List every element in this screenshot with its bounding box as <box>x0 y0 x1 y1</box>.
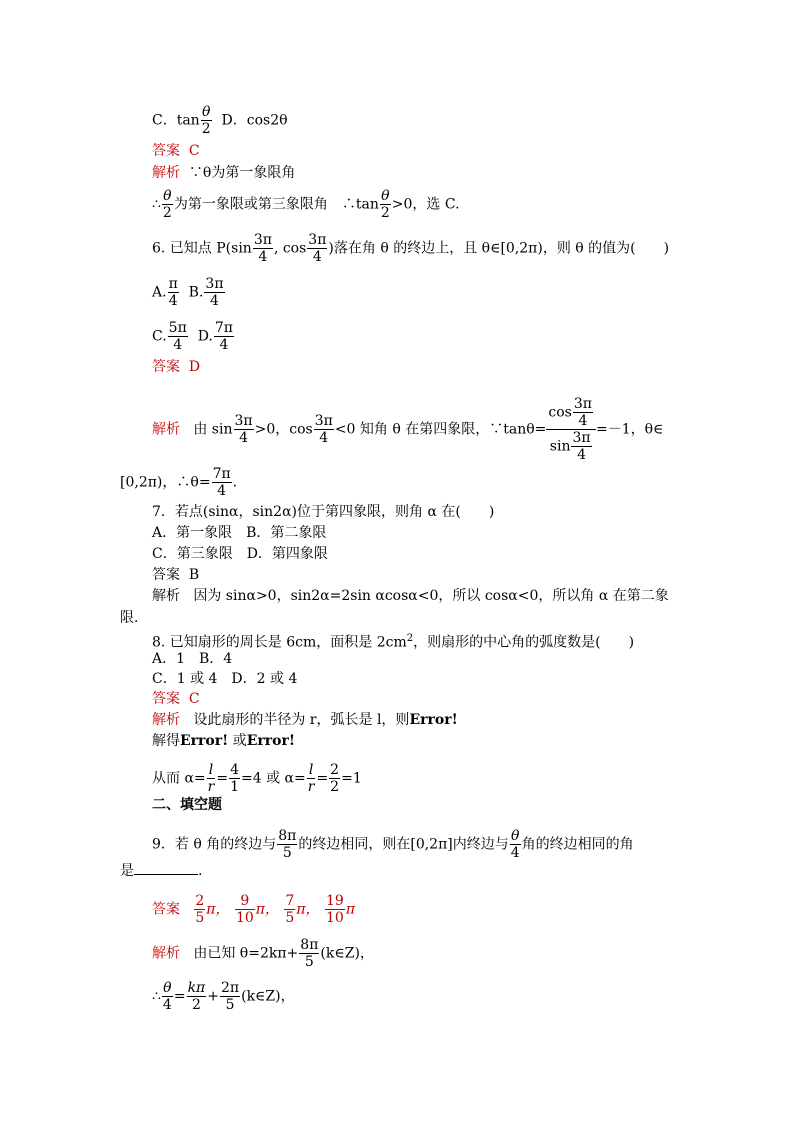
frac <box>214 320 234 353</box>
q7-options-ab: A．第一象限 B．第二象限 <box>152 525 327 541</box>
frac-num: 3π <box>308 232 327 248</box>
stem-text: 是 <box>120 863 134 879</box>
frac-num: kπ <box>187 980 206 996</box>
frac-den: 4 <box>319 430 329 446</box>
frac-den: 4 <box>173 337 183 353</box>
frac-num: 3π <box>573 396 592 412</box>
answer-label: 答案 <box>152 359 180 375</box>
frac <box>329 762 340 795</box>
frac-num: θ <box>163 188 172 204</box>
plus: + <box>207 988 219 1005</box>
error-text: Error! <box>246 733 296 749</box>
frac <box>253 232 273 265</box>
answer-value: C <box>188 691 200 707</box>
q7-answer <box>152 566 199 584</box>
q5-explanation-2 <box>152 188 460 221</box>
frac-den: 5 <box>225 997 235 1013</box>
frac <box>307 232 327 265</box>
q8-options-cd: C．1 或 4 D．2 或 4 <box>152 671 298 687</box>
q9-explanation-1 <box>152 937 374 970</box>
frac-num: 3π <box>234 413 253 429</box>
explanation-text: >0，cos <box>254 421 313 438</box>
q6-options-cd <box>152 320 235 353</box>
frac-den: 4 <box>168 293 178 309</box>
frac-den: 2 <box>162 205 172 221</box>
option-a: A. <box>152 284 167 301</box>
frac-den: 2 <box>191 997 201 1013</box>
explanation-label: 解析 <box>152 712 180 728</box>
frac-den: 2 <box>330 779 340 795</box>
frac-den: 4 <box>162 997 172 1013</box>
answer-label: 答案 <box>152 901 180 918</box>
q5-option-c: C．tan <box>152 112 200 129</box>
explanation-text: <0 知角 θ 在第四象限，∵tanθ= <box>334 421 547 438</box>
frac-num: l <box>207 762 216 779</box>
stem-text: , cos <box>273 240 307 257</box>
answer-frac-3 <box>284 893 295 926</box>
explanation-text: =－1，θ∈ <box>595 421 664 438</box>
frac-den: 4 <box>258 249 268 265</box>
frac-num: π <box>168 276 178 292</box>
q8-options-ab: A．1 B．4 <box>152 651 233 667</box>
explanation-label: 解析 <box>152 588 180 604</box>
explanation-label: 解析 <box>152 945 180 962</box>
q8-explanation-2 <box>152 732 295 750</box>
explanation-text: 因为 sinα>0，sin2α=2sin αcosα<0，所以 cosα<0，所以角 α 在第二象 <box>193 588 669 604</box>
frac-den: 10 <box>235 910 254 926</box>
frac-den: 5 <box>282 845 292 861</box>
cos-text: cos <box>548 404 572 421</box>
stem-text: . <box>198 863 203 879</box>
frac-den: 4 <box>239 430 249 446</box>
frac-num: 8π <box>278 828 297 844</box>
frac <box>277 828 297 861</box>
frac-den: 5 <box>195 910 205 926</box>
answer-value: C <box>188 143 200 159</box>
frac <box>162 188 173 221</box>
explanation-text: 1 <box>352 770 362 787</box>
option-c: C. <box>152 328 167 345</box>
frac <box>573 396 593 429</box>
frac-den: 4 <box>210 293 219 309</box>
q7-explanation-2: 限. <box>120 610 139 626</box>
frac <box>212 466 232 499</box>
frac-num: 5π <box>168 320 187 336</box>
explanation-text: [0,2π)，∴θ= <box>120 474 211 491</box>
frac-num: l <box>307 762 316 779</box>
answer-value: D <box>188 359 201 375</box>
frac-num: 3π <box>572 430 591 446</box>
q5-option-d: D．cos2θ <box>221 112 288 129</box>
q9-answer <box>152 893 355 926</box>
q8-explanation-1 <box>152 711 458 729</box>
frac <box>380 188 391 221</box>
q5-option-c-frac <box>201 104 212 137</box>
explanation-text: 由已知 θ=2kπ+ <box>193 945 299 962</box>
explanation-text: 为第一象限或第三象限角 ∴tan <box>173 196 379 213</box>
equals: = <box>173 988 186 1005</box>
frac-den: 1 <box>230 779 239 795</box>
frac <box>314 413 334 446</box>
answer-frac-1 <box>194 893 205 926</box>
q9-explanation-2 <box>152 980 295 1013</box>
frac <box>510 828 521 861</box>
answer-blank[interactable] <box>134 860 198 875</box>
answer-label: 答案 <box>152 143 180 159</box>
q7-stem: 7．若点(sinα，sin2α)位于第四象限，则角 α 在( ) <box>152 504 495 520</box>
q6-stem <box>152 232 669 265</box>
frac <box>168 320 188 353</box>
frac-num: 3π <box>253 232 272 248</box>
explanation-text: (k∈Z)， <box>320 945 374 962</box>
frac <box>234 413 254 446</box>
frac <box>204 276 224 309</box>
frac-den: 4 <box>577 447 586 463</box>
frac <box>187 980 207 1013</box>
frac <box>571 430 591 463</box>
frac <box>207 762 216 795</box>
explanation-label: 解析 <box>152 421 180 438</box>
explanation-text: 或 <box>232 733 247 749</box>
frac-den: 5 <box>285 910 295 926</box>
explanation-label: 解析 <box>152 165 180 181</box>
answer-tail: π <box>345 901 356 918</box>
frac <box>299 937 319 970</box>
stem-text: 6. 已知点 P(sin <box>152 240 252 257</box>
frac <box>229 762 240 795</box>
frac-den: 2 <box>201 121 211 137</box>
frac-num: θ <box>163 980 172 996</box>
compound-num <box>546 396 596 430</box>
frac-num: 3π <box>205 276 224 292</box>
stem-text: 8. 已知扇形的周长是 6cm，面积是 2cm <box>152 634 407 651</box>
q9-stem <box>152 828 634 861</box>
explanation-text: 由 sin <box>193 421 233 438</box>
explanation-text: . <box>232 474 238 491</box>
frac-num: θ <box>381 188 390 204</box>
superscript: 2 <box>406 633 414 644</box>
frac-num: 3π <box>314 413 333 429</box>
therefore: ∴ <box>152 988 161 1005</box>
answer-label: 答案 <box>152 691 180 707</box>
stem-text: ，则扇形的中心角的弧度数是( ) <box>413 634 635 651</box>
q6-explanation <box>152 396 663 463</box>
error-text: Error! <box>180 733 229 749</box>
q5-answer <box>152 142 200 160</box>
q6-answer <box>152 358 200 376</box>
frac-num: θ <box>510 828 520 844</box>
frac-num: 2 <box>195 893 205 909</box>
stem-text: 的终边相同，则在[0,2π]内终边与 <box>298 836 509 853</box>
frac-den: 2 <box>380 205 390 221</box>
therefore: ∴ <box>152 196 161 213</box>
frac-num: 9 <box>235 893 255 910</box>
explanation-text: 从而 α= <box>152 770 206 787</box>
q8-stem <box>152 630 634 652</box>
frac-den: 4 <box>219 337 229 353</box>
tan-compound-frac <box>546 396 596 463</box>
q7-explanation-1 <box>152 587 669 605</box>
explanation-text: ∵θ为第一象限角 <box>188 165 296 181</box>
frac-num: 8π <box>300 937 319 953</box>
frac-num: 19 <box>326 893 344 909</box>
section-title: 二、填空题 <box>152 797 222 813</box>
q9-stem-line2 <box>120 860 202 880</box>
frac-den: 4 <box>312 249 322 265</box>
answer-tail: π， <box>296 901 320 918</box>
answer-label: 答案 <box>152 567 180 583</box>
answer-value: B <box>188 567 200 583</box>
frac-num: 2π <box>221 980 240 996</box>
stem-text: )落在角 θ 的终边上，且 θ∈[0,2π)，则 θ 的值为( ) <box>328 240 670 257</box>
q6-explanation-tail <box>120 466 237 499</box>
sin-text: sin <box>549 438 571 455</box>
frac-den: 4 <box>578 413 588 429</box>
answer-frac-2 <box>235 893 255 926</box>
frac-den: 5 <box>304 954 314 970</box>
frac-den: 4 <box>510 845 520 861</box>
compound-den <box>546 430 596 463</box>
explanation-text: =4 或 α= <box>241 770 306 787</box>
q6-options-ab <box>152 276 226 309</box>
q7-options-cd: C．第三象限 D．第四象限 <box>152 546 328 562</box>
frac-num: 4 <box>230 762 239 778</box>
explanation-text: 设此扇形的半径为 r，弧长是 l，则 <box>193 712 410 728</box>
frac <box>220 980 240 1013</box>
q8-answer <box>152 690 200 708</box>
explanation-text: >0，选 C. <box>391 196 460 213</box>
frac-num: 2 <box>330 762 340 778</box>
stem-text: 9．若 θ 角的终边与 <box>152 836 277 853</box>
frac-num: 7 <box>285 893 295 909</box>
frac-den: 4 <box>217 483 227 499</box>
frac-num: θ <box>201 104 211 120</box>
explanation-text: 解得 <box>152 733 180 749</box>
answer-frac-4 <box>325 893 345 926</box>
q5-explanation-1 <box>152 164 295 182</box>
explanation-text: (k∈Z)， <box>241 988 295 1005</box>
frac-num: 7π <box>212 466 231 482</box>
frac <box>162 980 173 1013</box>
frac-den: 10 <box>326 910 344 926</box>
option-b: B. <box>188 284 204 301</box>
frac <box>307 762 316 795</box>
answer-tail: π， <box>255 901 279 918</box>
frac-num: 7π <box>214 320 233 336</box>
answer-tail: π， <box>206 901 230 918</box>
error-text: Error! <box>409 712 458 728</box>
stem-text: 角的终边相同的角 <box>521 836 634 853</box>
option-d: D. <box>197 328 213 345</box>
frac-den: r <box>207 779 215 795</box>
frac-den: r <box>307 779 315 795</box>
q8-explanation-3: 从而 α= $\frac{l}{r}$ = $\frac{4}{1}$ =4 或 α= $\frac{l}{r}$ = $\frac{2}{2}$ =1 <box>152 762 362 795</box>
frac <box>168 276 179 309</box>
q5-options-cd <box>152 104 288 137</box>
